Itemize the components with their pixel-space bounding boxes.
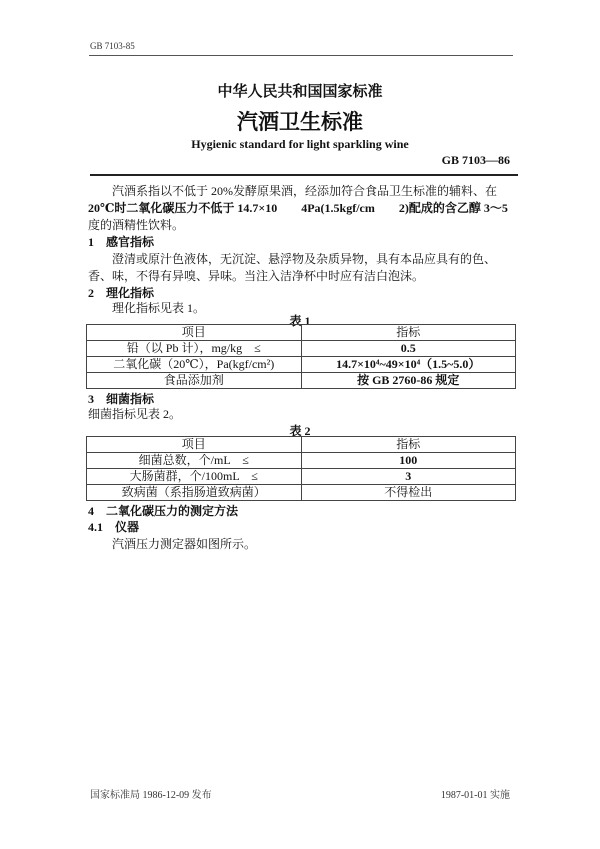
item-cell: 二氧化碳（20℃），Pa(kgf/cm²): [87, 357, 302, 373]
english-title: Hygienic standard for light sparkling wine: [191, 137, 409, 151]
section-4-1-text: 汽酒压力测定器如图所示。: [112, 537, 257, 551]
table-row: [87, 453, 516, 469]
table-row: [87, 373, 516, 389]
intro-line-3: 度的酒精性饮料。: [88, 218, 185, 232]
section-3-title: 3 细菌指标: [88, 392, 155, 406]
header-cell: 项目: [87, 437, 302, 453]
standard-code: GB 7103—86: [441, 153, 510, 167]
page-title: 汽酒卫生标准: [237, 110, 363, 134]
section-4-1-title: 4.1 仪器: [88, 520, 140, 534]
section-1-title: 1 感官指标: [88, 235, 155, 249]
section-3-text: 细菌指标见表 2。: [88, 407, 182, 421]
intro-line-2: 20℃时二氧化碳压力不低于 14.7×10 4Pa(1.5kgf/cm 2)配成的含乙醇 3～5: [88, 201, 508, 215]
item-cell: 大肠菌群，个/100mL ≤: [87, 469, 302, 485]
title-national-standard: 中华人民共和国国家标准: [217, 82, 383, 100]
table-1: [86, 324, 516, 389]
value-cell: 3: [301, 469, 516, 485]
header-divider: [89, 55, 513, 56]
value-cell: 0.5: [301, 341, 516, 357]
footer-issued: 国家标准局 1986-12-09 发布: [90, 790, 212, 801]
section-2-text: 理化指标见表 1。: [112, 301, 206, 315]
value-cell: 按 GB 2760-86 规定: [301, 373, 516, 389]
value-cell: 100: [301, 453, 516, 469]
section-2-title: 2 理化指标: [88, 286, 155, 300]
value-cell: 14.7×10⁴~49×10⁴（1.5~5.0）: [301, 357, 516, 373]
table-row: [87, 341, 516, 357]
table-2: [86, 436, 516, 501]
intro-line-1: 汽酒系指以不低于 20%发酵原果酒，经添加符合食品卫生标准的辅料、在: [112, 184, 497, 198]
table-header-row: [87, 325, 516, 341]
item-cell: 致病菌（系指肠道致病菌）: [87, 485, 302, 501]
table-row: [87, 357, 516, 373]
header-cell: 指标: [301, 325, 516, 341]
table-2-caption: 表 2: [289, 424, 311, 438]
item-cell: 食品添加剂: [87, 373, 302, 389]
section-1-line-1: 澄清或原汁色液体，无沉淀、悬浮物及杂质异物，具有本品应具有的色、: [112, 252, 497, 266]
section-4-title: 4 二氧化碳压力的测定方法: [88, 504, 239, 518]
footer-effective: 1987-01-01 实施: [440, 790, 510, 801]
item-cell: 铅（以 Pb 计），mg/kg ≤: [87, 341, 302, 357]
header-doc-code: GB 7103-85: [90, 41, 135, 51]
header-cell: 项目: [87, 325, 302, 341]
table-row: [87, 469, 516, 485]
table-1-caption: 表 1: [289, 314, 311, 328]
table-row: [87, 485, 516, 501]
table-header-row: [87, 437, 516, 453]
title-divider: [90, 174, 518, 176]
item-cell: 细菌总数，个/mL ≤: [87, 453, 302, 469]
header-cell: 指标: [301, 437, 516, 453]
section-1-line-2: 香、味，不得有异嗅、异味。当注入洁净杯中时应有洁白泡沫。: [88, 269, 425, 283]
value-cell: 不得检出: [301, 485, 516, 501]
